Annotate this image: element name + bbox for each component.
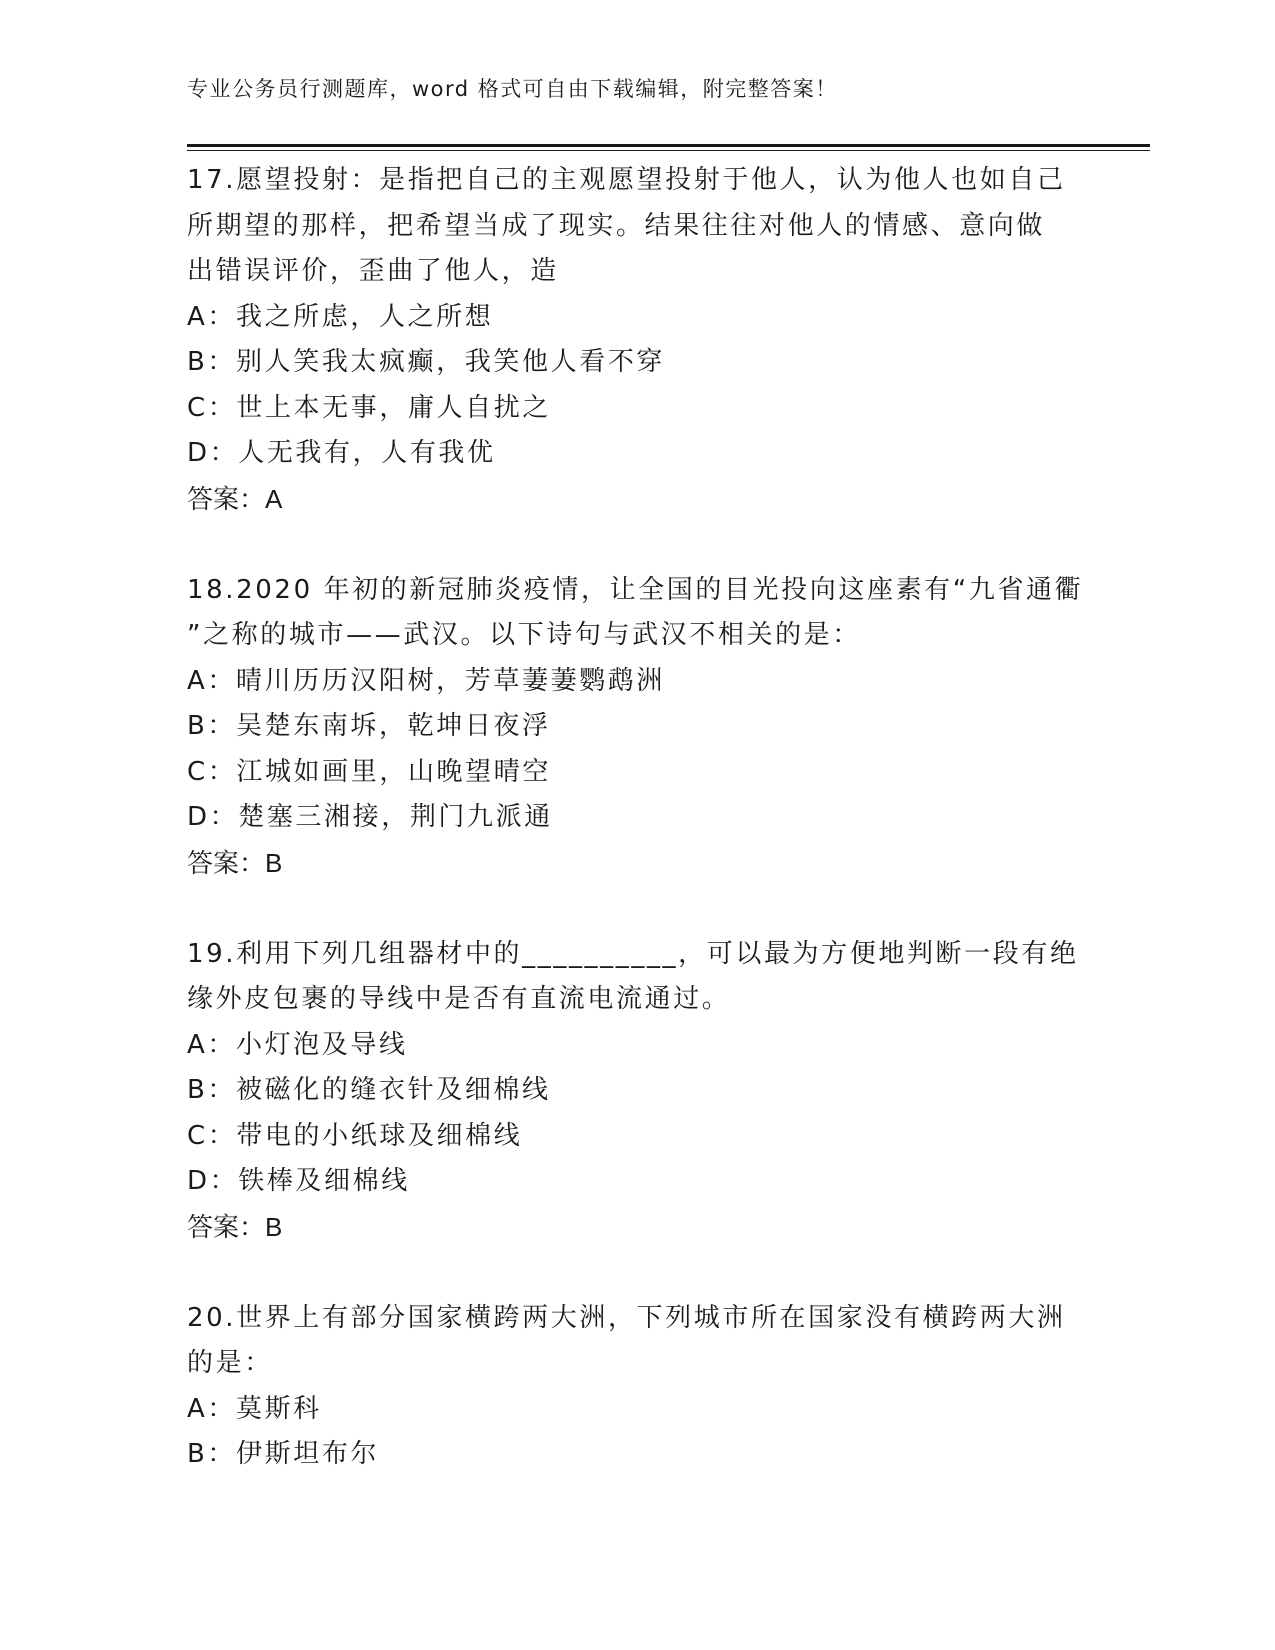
question-stem-line: 17.愿望投射：是指把自己的主观愿望投射于他人，认为他人也如自己 bbox=[187, 165, 1066, 195]
question-spacer bbox=[187, 886, 1087, 932]
option-b: B：别人笑我太疯癫，我笑他人看不穿 bbox=[187, 347, 666, 377]
question-spacer bbox=[187, 522, 1087, 568]
option-a: A：莫斯科 bbox=[187, 1393, 322, 1424]
option-c: C：带电的小纸球及细棉线 bbox=[187, 1120, 523, 1151]
option-d: D：楚塞三湘接，荆门九派通 bbox=[187, 802, 553, 832]
question-stem-line: 所期望的那样，把希望当成了现实。结果往往对他人的情感、意向做 bbox=[187, 210, 1046, 241]
option-b: B：被磁化的缝衣针及细棉线 bbox=[187, 1075, 551, 1105]
question-18 bbox=[187, 568, 1087, 887]
question-stem-line: 出错误评价，歪曲了他人，造 bbox=[187, 256, 559, 286]
answer-line: 答案：A bbox=[187, 483, 283, 514]
question-stem-line: 19.利用下列几组器材中的__________，可以最为方便地判断一段有绝 bbox=[187, 938, 1079, 969]
option-b: B：吴楚东南坼，乾坤日夜浮 bbox=[187, 711, 551, 741]
option-d: D：人无我有，人有我优 bbox=[187, 438, 496, 468]
option-a: A：小灯泡及导线 bbox=[187, 1029, 408, 1060]
question-19 bbox=[187, 932, 1087, 1251]
question-stem-line: 的是： bbox=[187, 1348, 273, 1378]
question-17 bbox=[187, 158, 1087, 522]
question-stem-line: 缘外皮包裹的导线中是否有直流电流通过。 bbox=[187, 984, 731, 1014]
question-20 bbox=[187, 1296, 1087, 1478]
question-stem-line: 20.世界上有部分国家横跨两大洲，下列城市所在国家没有横跨两大洲 bbox=[187, 1302, 1066, 1333]
option-c: C：世上本无事，庸人自扰之 bbox=[187, 392, 551, 423]
option-c: C：江城如画里，山晚望晴空 bbox=[187, 756, 551, 787]
answer-line: 答案：B bbox=[187, 847, 283, 878]
header-divider-thin bbox=[187, 150, 1150, 151]
option-d: D：铁棒及细棉线 bbox=[187, 1166, 410, 1196]
option-a: A：我之所虑，人之所想 bbox=[187, 301, 494, 332]
option-a: A：晴川历历汉阳树，芳草萋萋鹦鹉洲 bbox=[187, 665, 665, 696]
question-list bbox=[187, 158, 1087, 1478]
question-spacer bbox=[187, 1250, 1087, 1296]
page-header: 专业公务员行测题库，word 格式可自由下载编辑，附完整答案！ bbox=[187, 77, 838, 101]
option-b: B：伊斯坦布尔 bbox=[187, 1439, 380, 1469]
answer-line: 答案：B bbox=[187, 1211, 283, 1242]
question-stem-line: 18.2020 年初的新冠肺炎疫情，让全国的目光投向这座素有“九省通衢 bbox=[187, 574, 1084, 605]
header-divider-thick bbox=[187, 144, 1150, 147]
question-stem-line: ”之称的城市——武汉。以下诗句与武汉不相关的是： bbox=[187, 620, 861, 650]
